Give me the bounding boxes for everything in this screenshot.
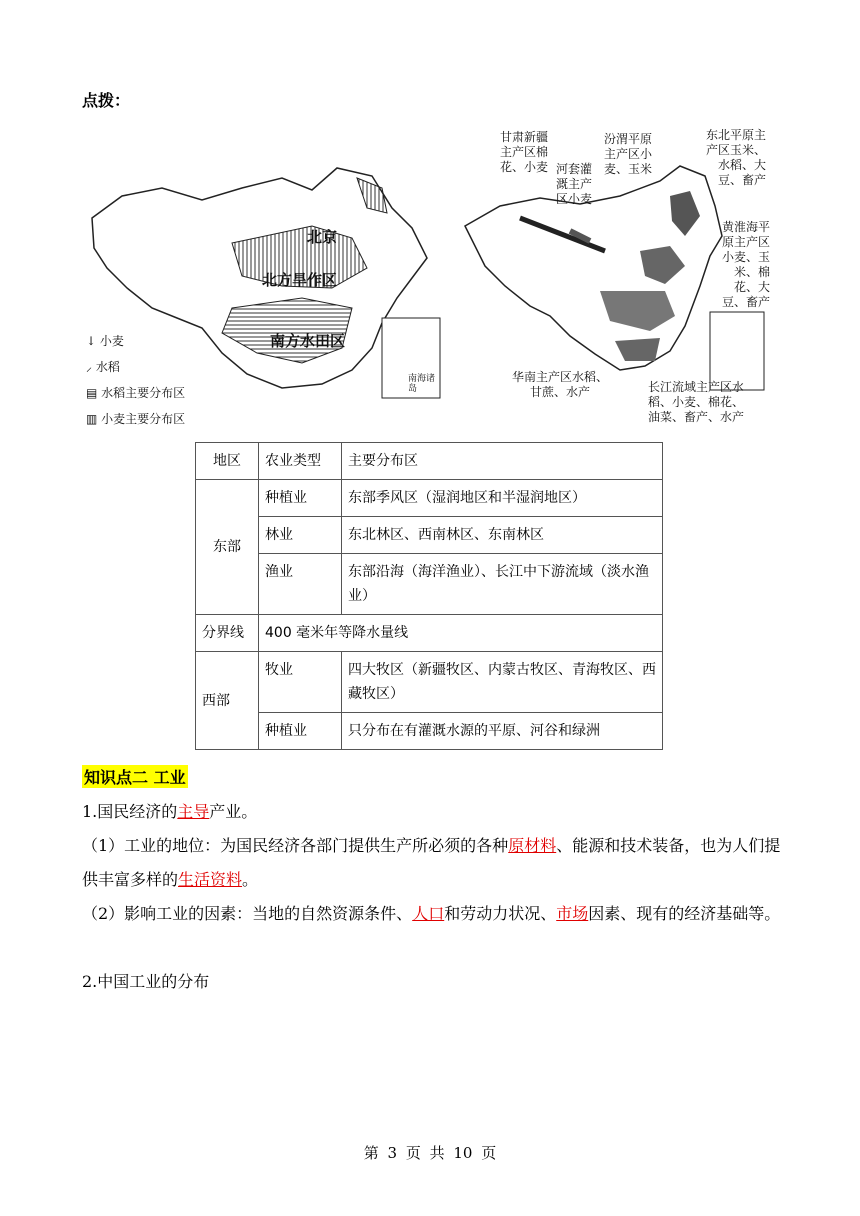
region-west: 西部	[196, 652, 259, 750]
label-north-dry: 北方旱作区	[262, 271, 338, 289]
page-footer: 第 3 页 共 10 页	[363, 1144, 497, 1162]
table-cell: 种植业	[259, 713, 342, 750]
label-fenwei: 汾渭平原 主产区小 麦、玉米	[604, 132, 653, 176]
table-row	[196, 517, 663, 554]
label-dongbei: 东北平原主 产区玉米、 水稻、大 豆、畜产	[706, 128, 767, 187]
table-header: 农业类型	[259, 443, 342, 480]
legend-rice-area: ▤ 水稻主要分布区	[86, 386, 186, 400]
table-row	[196, 480, 663, 517]
table-cell: 牧业	[259, 652, 342, 713]
label-hetao: 河套灌 溉主产 区小麦	[556, 162, 593, 206]
table-cell: 400 毫米年等降水量线	[259, 615, 663, 652]
region-east: 东部	[196, 480, 259, 615]
table-cell: 东部沿海（海洋渔业）、长江中下游流域（淡水渔业）	[342, 554, 663, 615]
label-changjiang: 长江流域主产区水 稻、小麦、棉花、 油菜、畜产、水产	[648, 380, 745, 424]
agriculture-table	[195, 442, 663, 750]
paragraph-2: （1）工业的地位：为国民经济各部门提供生产所必须的各种原材料、能源和技术装备，也为人们提供丰富多样的生活资料。	[82, 836, 781, 889]
table-cell: 东北林区、西南林区、东南林区	[342, 517, 663, 554]
answer-text: 人口	[412, 904, 445, 923]
table-header: 主要分布区	[342, 443, 663, 480]
table-cell: 林业	[259, 517, 342, 554]
agriculture-map-left	[82, 148, 452, 426]
label-huanan: 华南主产区水稻、 甘蔗、水产	[512, 370, 609, 399]
section-heading: 点拨：	[82, 91, 131, 110]
table-cell: 只分布在有灌溉水源的平原、河谷和绿洲	[342, 713, 663, 750]
answer-text: 主导	[177, 802, 210, 821]
knowledge-point-title: 知识点二 工业	[82, 765, 188, 788]
table-row	[196, 652, 663, 713]
paragraph-1: 1.国民经济的主导产业。	[82, 802, 258, 821]
label-south-paddy: 南方水田区	[270, 332, 346, 350]
table-row	[196, 713, 663, 750]
label-huanghuai: 黄淮海平 原主产区 小麦、玉 米、棉 花、大 豆、畜产	[722, 220, 771, 309]
table-header-row	[196, 443, 663, 480]
table-cell: 种植业	[259, 480, 342, 517]
paragraph-3: （2）影响工业的因素：当地的自然资源条件、人口和劳动力状况、市场因素、现有的经济基础等。	[82, 904, 781, 923]
answer-text: 市场	[556, 904, 589, 923]
legend-wheat: ↓ 小麦	[86, 334, 124, 348]
answer-text: 原材料	[508, 836, 557, 855]
table-cell: 东部季风区（湿润地区和半湿润地区）	[342, 480, 663, 517]
paragraph-4: 2.中国工业的分布	[82, 972, 210, 991]
table-header: 地区	[196, 443, 259, 480]
legend-rice: ⸝ 水稻	[86, 360, 120, 374]
agriculture-map-right	[460, 126, 780, 426]
legend-wheat-area: ▥ 小麦主要分布区	[86, 412, 186, 426]
table-cell: 分界线	[196, 615, 259, 652]
label-gansu: 甘肃新疆 主产区棉 花、小麦	[500, 130, 549, 174]
table-row	[196, 554, 663, 615]
table-cell: 渔业	[259, 554, 342, 615]
table-cell: 四大牧区（新疆牧区、内蒙古牧区、青海牧区、西藏牧区）	[342, 652, 663, 713]
map-legend	[86, 322, 185, 439]
table-row	[196, 615, 663, 652]
label-beijing: 北京	[307, 228, 338, 246]
inset-label: 南海诸岛	[408, 374, 436, 394]
answer-text: 生活资料	[178, 870, 243, 889]
